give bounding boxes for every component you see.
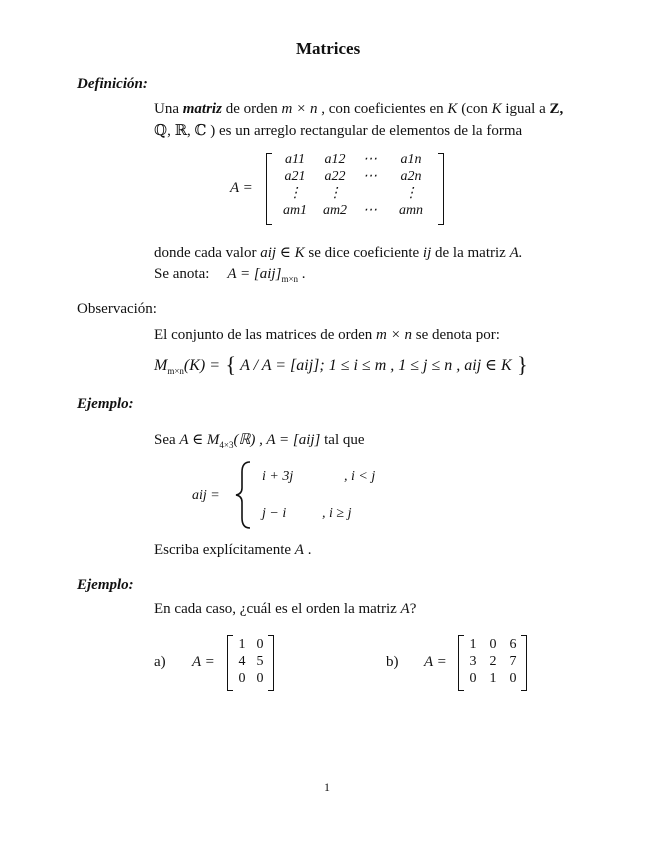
definition-line-2: ℚ, ℝ, ℂ ) es un arreglo rectangular de elementos de la forma [154,123,523,139]
piecewise-brace [236,460,256,530]
matrix-cell: 5 [256,654,264,669]
matrix-b [463,636,523,687]
matrix-label: A = [230,180,253,196]
matrix-cell: ⋯ [363,152,377,167]
matrix-cell: a22 [324,169,346,184]
definition-after-2: Se anota: $A = [aij]_{m\times n}$ . [154,266,306,284]
matrix-cell: 6 [509,637,517,652]
part-a-lhs: A = [192,654,215,670]
matrix-cell: 2 [489,654,497,669]
example-1-instruction: Escriba explícitamente A . [154,542,312,558]
matrix-cell: ⋯ [363,203,377,218]
matrix-right-bracket [438,153,444,225]
matrix-cell: 1 [238,637,246,652]
matrix-cell: 0 [509,671,517,686]
example-1-heading: Ejemplo: [77,396,134,412]
matrix-cell: ⋮ [288,186,302,201]
matrix-cell: ⋮ [404,186,418,201]
example-2-heading: Ejemplo: [77,577,134,593]
matrix-cell [352,186,388,201]
matrix-cell: a21 [284,169,306,184]
case-1-expression: i + 3j [262,469,294,484]
matrix-cell: 0 [489,637,497,652]
piecewise-lhs: aij = [192,488,220,503]
case-1-condition: , i < j [344,469,376,484]
matrix-cell: 7 [509,654,517,669]
part-b-label: b) [386,654,399,670]
page-title: Matrices [296,39,361,58]
example-1-line-1: Sea A ∈ $M_{4\times 3}(ℝ)$ , A = [aij] tal que [154,432,365,450]
matrix-cell: a1n [400,152,422,167]
matrix-cell: 1 [469,637,477,652]
general-matrix [272,152,434,218]
definition-heading: Definición: [77,76,148,92]
observation-heading: Observación: [77,301,157,317]
matrix-cell: a12 [324,152,346,167]
case-2-expression: j − i [262,506,287,521]
matrix-cell: ⋯ [363,169,377,184]
matrix-cell: 1 [489,671,497,686]
matrix-cell: 4 [238,654,246,669]
matrix-cell: 0 [256,637,264,652]
part-b-lhs: A = [424,654,447,670]
matrix-cell: 0 [469,671,477,686]
matrix-cell: a11 [285,152,305,167]
definition-after-1: donde cada valor aij ∈ K se dice coeficiente ij de la matriz A. [154,245,523,261]
matrix-cell: 0 [256,671,264,686]
matrix-cell: am1 [282,203,308,218]
page-number: 1 [324,780,330,794]
matrix-cell: 3 [469,654,477,669]
matrix-cell: a2n [400,169,422,184]
matrix-cell: ⋮ [328,186,342,201]
matrix-cell: am2 [322,203,348,218]
part-a-label: a) [154,654,166,670]
matrix-cell: amn [398,203,424,218]
case-2-condition: , i ≥ j [322,506,352,521]
matrix-cell: 0 [238,671,246,686]
observation-line-1: El conjunto de las matrices de orden m × n se denota por: [154,327,500,343]
example-2-question: En cada caso, ¿cuál es el orden la matriz A? [154,601,417,617]
definition-line-1: Una matriz de orden m × n , con coeficientes en K (con K igual a Z, [154,101,564,117]
matrix-a [233,636,269,687]
observation-formula: $M_{m\times n}(K)$ = { A / A = [aij]; 1 ≤ i ≤ m , 1 ≤ j ≤ n , aij ∈ K } [154,352,528,377]
